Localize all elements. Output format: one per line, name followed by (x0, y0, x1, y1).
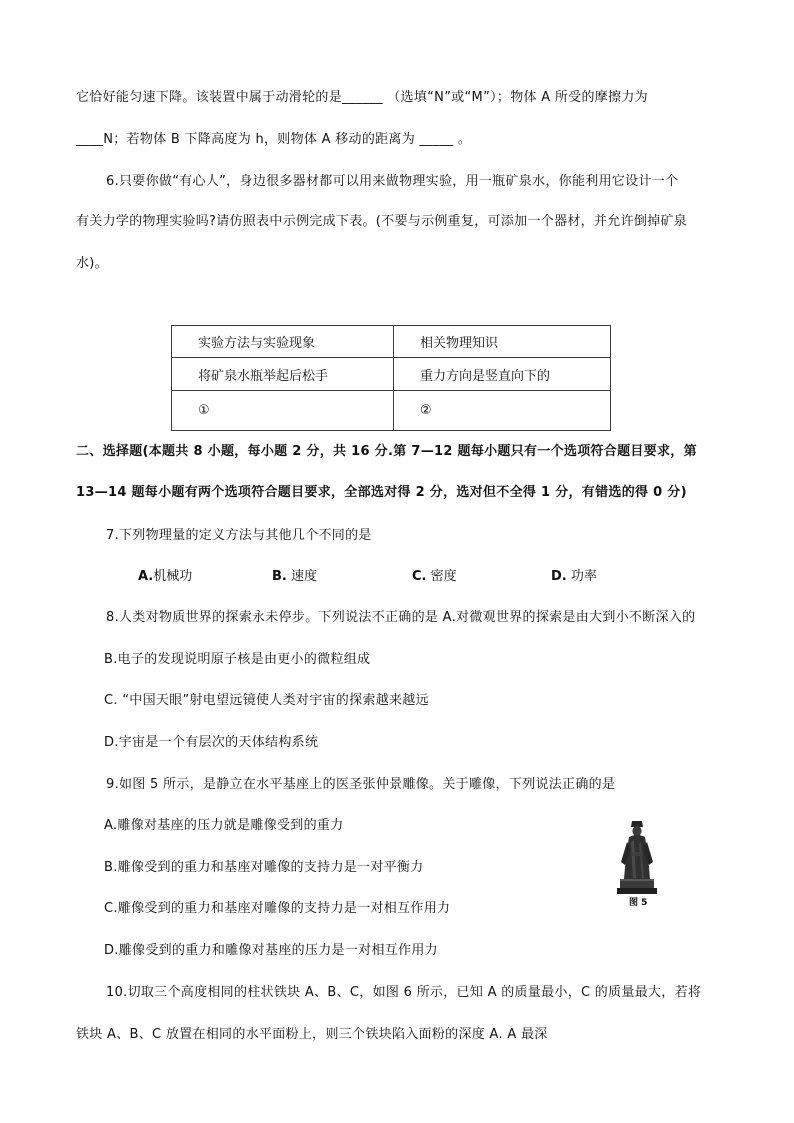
q10-text-line-2: 铁块 A、B、C 放置在相同的水平面粉上，则三个铁块陷入面粉的深度 A. A 最深 (76, 1027, 548, 1042)
q7-option-a (138, 568, 192, 586)
option-label: C. (412, 569, 427, 584)
q9-option-c: C.雕像受到的重力和基座对雕像的支持力是一对相互作用力 (104, 901, 451, 916)
q7-option-d (551, 568, 597, 586)
section-2-header-line-2: 13—14 题每小题有两个选项符合题目要求，全部选对得 2 分，选对但不全得 1 分，有错选的得 0 分) (76, 485, 687, 500)
q7-option-b (272, 568, 317, 586)
q8-option-d: D.宇宙是一个有层次的天体结构系统 (104, 735, 319, 750)
table-cell-blank-2: ② (394, 391, 611, 431)
q8-stem: 8.人类对物质世界的探索永未停步。下列说法不正确的是 A.对微观世界的探索是由大到小不断深入的 (106, 610, 696, 625)
experiment-table (171, 325, 611, 431)
q8-option-b: B.电子的发现说明原子核是由更小的微粒组成 (104, 652, 371, 667)
table-header-method: 实验方法与实验现象 (172, 326, 394, 358)
q5-text-line-2: ____N；若物体 B 下降高度为 h，则物体 A 移动的距离为 _____ 。 (76, 132, 472, 147)
section-2-header-line-1: 二、选择题(本题共 8 小题，每小题 2 分，共 16 分.第 7—12 题每小题只有一个选项符合题目要求，第 (76, 444, 697, 459)
q8-option-c: C. “中国天眼”射电望远镜使人类对宇宙的探索越来越远 (104, 693, 429, 708)
q6-text-line-2: 有关力学的物理实验吗?请仿照表中示例完成下表。(不要与示例重复，可添加一个器材，并允许倒掉矿泉 (76, 214, 688, 229)
table-row (172, 358, 611, 391)
q9-option-a: A.雕像对基座的压力就是雕像受到的重力 (104, 818, 344, 833)
statue-figure (612, 818, 662, 896)
table-header-row (172, 326, 611, 358)
table-cell-blank-1: ① (172, 391, 394, 431)
q6-text-line-1: 6.只要你做“有心人”，身边很多器材都可以用来做物理实验，用一瓶矿泉水，你能利用它设计一个 (106, 174, 679, 189)
q6-text-line-3: 水)。 (76, 256, 108, 271)
table-cell: 将矿泉水瓶举起后松手 (172, 358, 394, 391)
q9-option-b: B.雕像受到的重力和基座对雕像的支持力是一对平衡力 (104, 860, 424, 875)
option-text: 机械功 (153, 569, 193, 584)
q7-option-c (412, 568, 457, 586)
option-label: A. (138, 569, 154, 584)
q10-text-line-1: 10.切取三个高度相同的柱状铁块 A、B、C，如图 6 所示，已知 A 的质量最小，C 的质量最大，若将 (106, 985, 702, 1000)
option-label: B. (272, 569, 287, 584)
q9-stem: 9.如图 5 所示，是静立在水平基座上的医圣张仲景雕像。关于雕像，下列说法正确的是 (106, 777, 616, 792)
q9-option-d: D.雕像受到的重力和雕像对基座的压力是一对相互作用力 (104, 943, 438, 958)
option-text: 密度 (426, 569, 457, 584)
option-label: D. (551, 569, 567, 584)
table-row (172, 391, 611, 431)
statue-image (612, 818, 662, 896)
option-text: 速度 (286, 569, 317, 584)
q7-stem: 7.下列物理量的定义方法与其他几个不同的是 (106, 528, 372, 543)
table-header-knowledge: 相关物理知识 (394, 326, 611, 358)
table-cell: 重力方向是竖直向下的 (394, 358, 611, 391)
figure-caption: 图 5 (629, 898, 648, 908)
q5-text-line-1: 它恰好能匀速下降。该装置中属于动滑轮的是______ （选填“N”或“M”）；物体 A 所受的摩擦力为 (76, 90, 648, 105)
option-text: 功率 (566, 569, 597, 584)
